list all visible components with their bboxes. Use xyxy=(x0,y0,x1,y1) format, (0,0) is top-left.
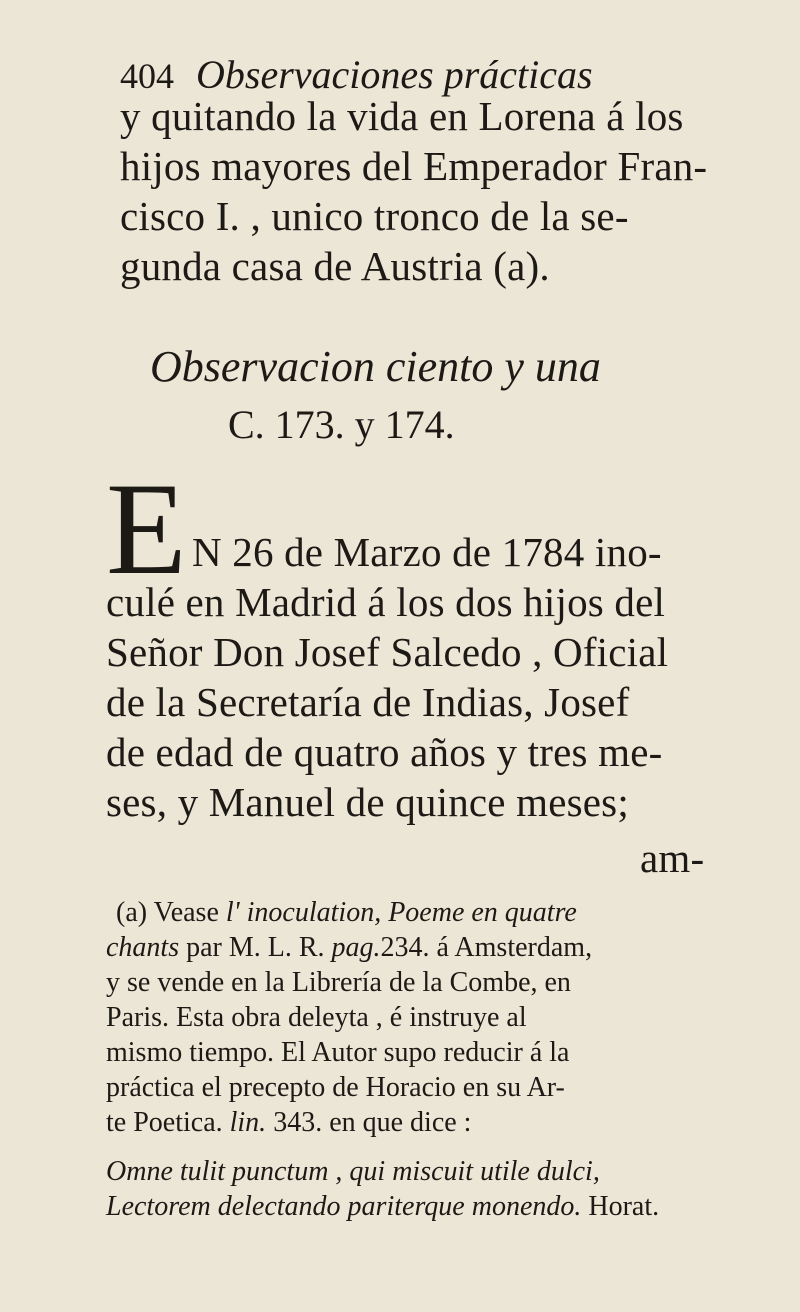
main-line-5: de edad de quatro años y tres me- xyxy=(106,729,663,775)
section-title: Observacion ciento y una xyxy=(150,342,601,391)
paragraph-top-line-3: cisco I. , unico tronco de la se- xyxy=(120,193,629,239)
footnote-quote-line-2 xyxy=(106,1193,659,1221)
page-number: 404 xyxy=(120,56,174,96)
paragraph-top-line-4: gunda casa de Austria (a). xyxy=(120,243,550,289)
running-header xyxy=(120,52,593,97)
paragraph-top-line-1: y quitando la vida en Lorena á los xyxy=(120,93,684,139)
running-title: Observaciones prácticas xyxy=(196,52,593,97)
footnote-place: 234. á Amsterdam, xyxy=(380,932,593,963)
footnote-quote-text: Lectorem delectando pariterque monendo. xyxy=(106,1191,582,1222)
main-line-4: de la Secretaría de Indias, Josef xyxy=(106,679,630,725)
footnote-line-2 xyxy=(106,934,592,962)
paragraph-top-line-2: hijos mayores del Emperador Fran- xyxy=(120,143,708,189)
footnote-attribution: Horat. xyxy=(581,1191,660,1222)
footnote-lin: lin. xyxy=(229,1107,267,1138)
footnote-pag: pag. xyxy=(331,932,381,963)
drop-cap: E xyxy=(106,455,187,602)
footnote-ars-poetica: te Poetica. xyxy=(106,1107,230,1138)
footnote-line-1 xyxy=(116,899,577,927)
footnote-line-6: práctica el precepto de Horacio en su Ar- xyxy=(106,1072,565,1103)
footnote-verse-ref: 343. en que dice : xyxy=(266,1107,472,1138)
footnote-book-title: l' inoculation, Poeme en quatre xyxy=(225,897,577,928)
main-line-3: Señor Don Josef Salcedo , Oficial xyxy=(106,629,669,675)
footnote-quote-line-1: Omne tulit punctum , qui miscuit utile dulci, xyxy=(106,1156,600,1187)
section-subtitle: C. 173. y 174. xyxy=(228,402,455,447)
footnote-line-7 xyxy=(106,1109,471,1137)
catchword: am- xyxy=(640,835,705,881)
footnote-line-3: y se vende en la Librería de la Combe, en xyxy=(106,967,571,998)
footnote-marker-text: (a) Vease xyxy=(116,897,226,928)
footnote-line-4: Paris. Esta obra deleyta , é instruye al xyxy=(106,1002,527,1033)
footnote-author: par M. L. R. xyxy=(179,932,332,963)
main-line-6: ses, y Manuel de quince meses; xyxy=(106,779,629,825)
main-line-2: culé en Madrid á los dos hijos del xyxy=(106,579,666,625)
footnote-line-5: mismo tiempo. El Autor supo reducir á la xyxy=(106,1037,570,1068)
footnote-chants: chants xyxy=(106,932,180,963)
main-line-1: N 26 de Marzo de 1784 ino- xyxy=(192,529,662,575)
